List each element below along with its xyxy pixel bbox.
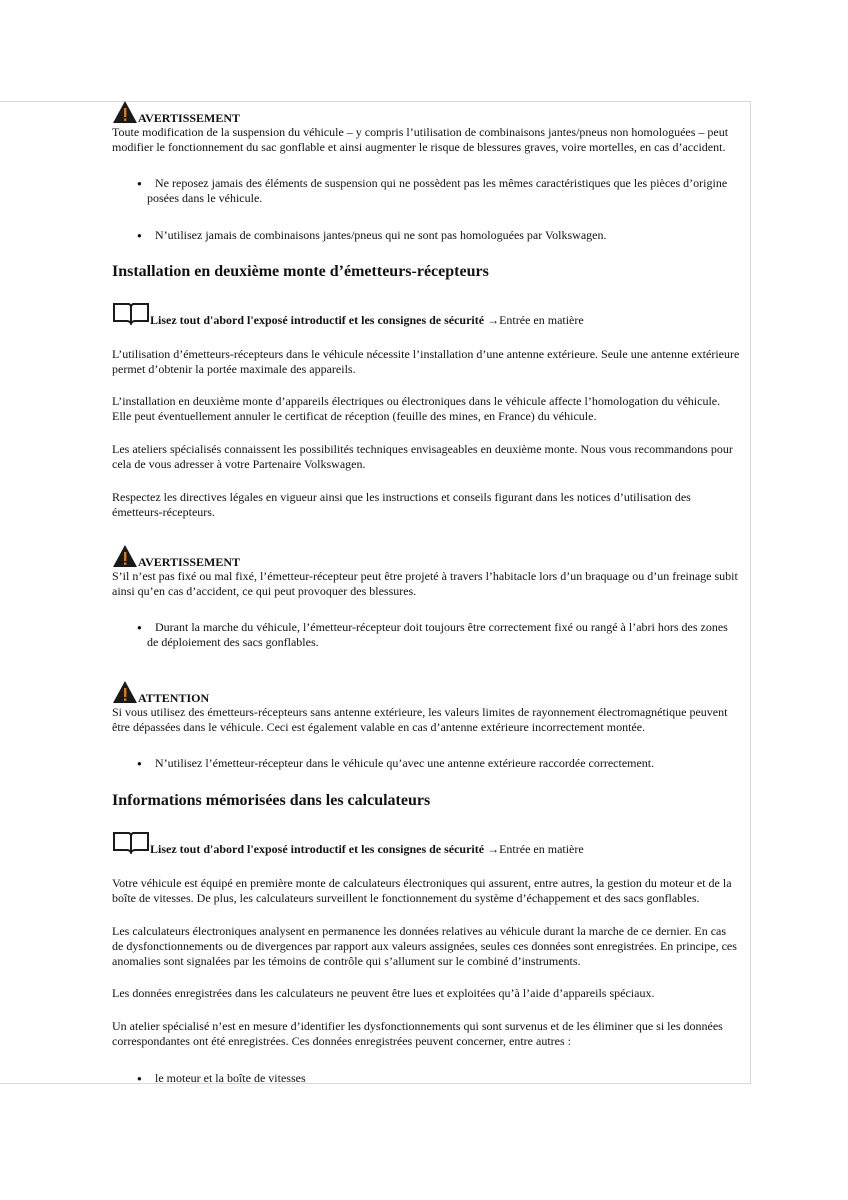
paragraph: Les calculateurs électroniques analysent en permanence les données relatives au véhicule durant la marche de ce dernier. En cas de dysfonctionnements ou de divergences par rapport aux valeurs assignées, seules ces données sont enregistrées. En principe, ces anomalies sont signalées par les témoins de contrôle qui s’allument sur le combiné d’instruments. [112, 924, 737, 968]
warning-title: AVERTISSEMENT [138, 111, 241, 125]
warning-icon [112, 544, 138, 568]
attention-icon [112, 680, 138, 704]
paragraph: L’installation en deuxième monte d’appareils électriques ou électroniques dans le véhicule affecte l’homologation du véhicule. Elle peut éventuellement annuler le certificat de réception (feuille des mines, en France) du véhicule. [112, 394, 721, 423]
manual-book-icon [112, 830, 150, 854]
read-first-note [150, 313, 740, 328]
paragraph: Votre véhicule est équipé en première monte de calculateurs électroniques qui assurent, entre autres, la gestion du moteur et de la boîte de vitesses. De plus, les calculateurs surveillent le fonctionnement du système d’échappement et des sacs gonflables. [112, 876, 732, 905]
warning-icon [112, 100, 138, 124]
read-first-note [150, 842, 740, 857]
list-item [137, 1071, 752, 1086]
list-item [137, 620, 752, 650]
list-item-text: Ne reposez jamais des éléments de suspension qui ne possèdent pas les mêmes caractéristiques que les pièces d’origine [155, 176, 728, 190]
attention-title: ATTENTION [138, 691, 210, 705]
list-item-text: le moteur et la boîte de vitesses [155, 1071, 306, 1085]
intro-link[interactable]: →Entrée en matière [484, 842, 584, 856]
section-heading: Informations mémorisées dans les calculateurs [112, 792, 431, 809]
intro-link[interactable]: →Entrée en matière [484, 313, 584, 327]
list-item-text: N’utilisez jamais de combinaisons jantes/pneus qui ne sont pas homologuées par Volkswagen. [155, 228, 607, 242]
list-item-text: de déploiement des sacs gonflables. [147, 635, 319, 649]
paragraph: L’utilisation d’émetteurs-récepteurs dans le véhicule nécessite l’installation d’une antenne extérieure. Seule une antenne extérieure permet d’obtenir la portée maximale des appareils. [112, 347, 740, 376]
read-first-bold: Lisez tout d'abord l'exposé introductif et les consignes de sécurité [150, 842, 485, 856]
attention-text: Si vous utilisez des émetteurs-récepteurs sans antenne extérieure, les valeurs limites de rayonnement électromagnétique peuvent être dépassées dans le véhicule. Ceci est également valable en cas d’antenne extérieure incorrectement montée. [112, 705, 728, 734]
manual-book-icon [112, 301, 150, 325]
list-item-text: posées dans le véhicule. [147, 191, 263, 205]
paragraph: Les données enregistrées dans les calculateurs ne peuvent être lues et exploitées qu’à l’aide d’appareils spéciaux. [112, 986, 655, 1000]
list-item-text: Durant la marche du véhicule, l’émetteur-récepteur doit toujours être correctement fixé ou rangé à l’abri hors des zones [155, 620, 728, 634]
section-heading: Installation en deuxième monte d’émetteurs-récepteurs [112, 263, 489, 280]
list-item [137, 176, 752, 206]
paragraph: Respectez les directives légales en vigueur ainsi que les instructions et conseils figurant dans les notices d’utilisation des émetteurs-récepteurs. [112, 490, 691, 519]
paragraph: Les ateliers spécialisés connaissent les possibilités techniques envisageables en deuxième monte. Nous vous recommandons pour cela de vous adresser à votre Partenaire Volkswagen. [112, 442, 733, 471]
paragraph: Un atelier spécialisé n’est en mesure d’identifier les dysfonctionnements qui sont survenus et de les éliminer que si les données correspondantes ont été enregistrées. Ces données enregistrées peuvent concerner, entre autres : [112, 1019, 723, 1048]
warning-text: Toute modification de la suspension du véhicule – y compris l’utilisation de combinaisons jantes/pneus non homologuées – peut modifier le fonctionnement du sac gonflable et ainsi augmenter le risque de blessures graves, voire mortelles, en cas d’accident. [112, 125, 729, 154]
read-first-bold: Lisez tout d'abord l'exposé introductif et les consignes de sécurité [150, 313, 485, 327]
list-item [137, 228, 752, 243]
warning-text: S’il n’est pas fixé ou mal fixé, l’émetteur-récepteur peut être projeté à travers l’habitacle lors d’un braquage ou d’un freinage subit ainsi qu’en cas d’accident, ce qui peut provoquer des blessures. [112, 569, 738, 598]
list-item-text: N’utilisez l’émetteur-récepteur dans le véhicule qu’avec une antenne extérieure raccordée correctement. [155, 756, 655, 770]
list-item [137, 756, 752, 771]
warning-title: AVERTISSEMENT [138, 555, 241, 569]
